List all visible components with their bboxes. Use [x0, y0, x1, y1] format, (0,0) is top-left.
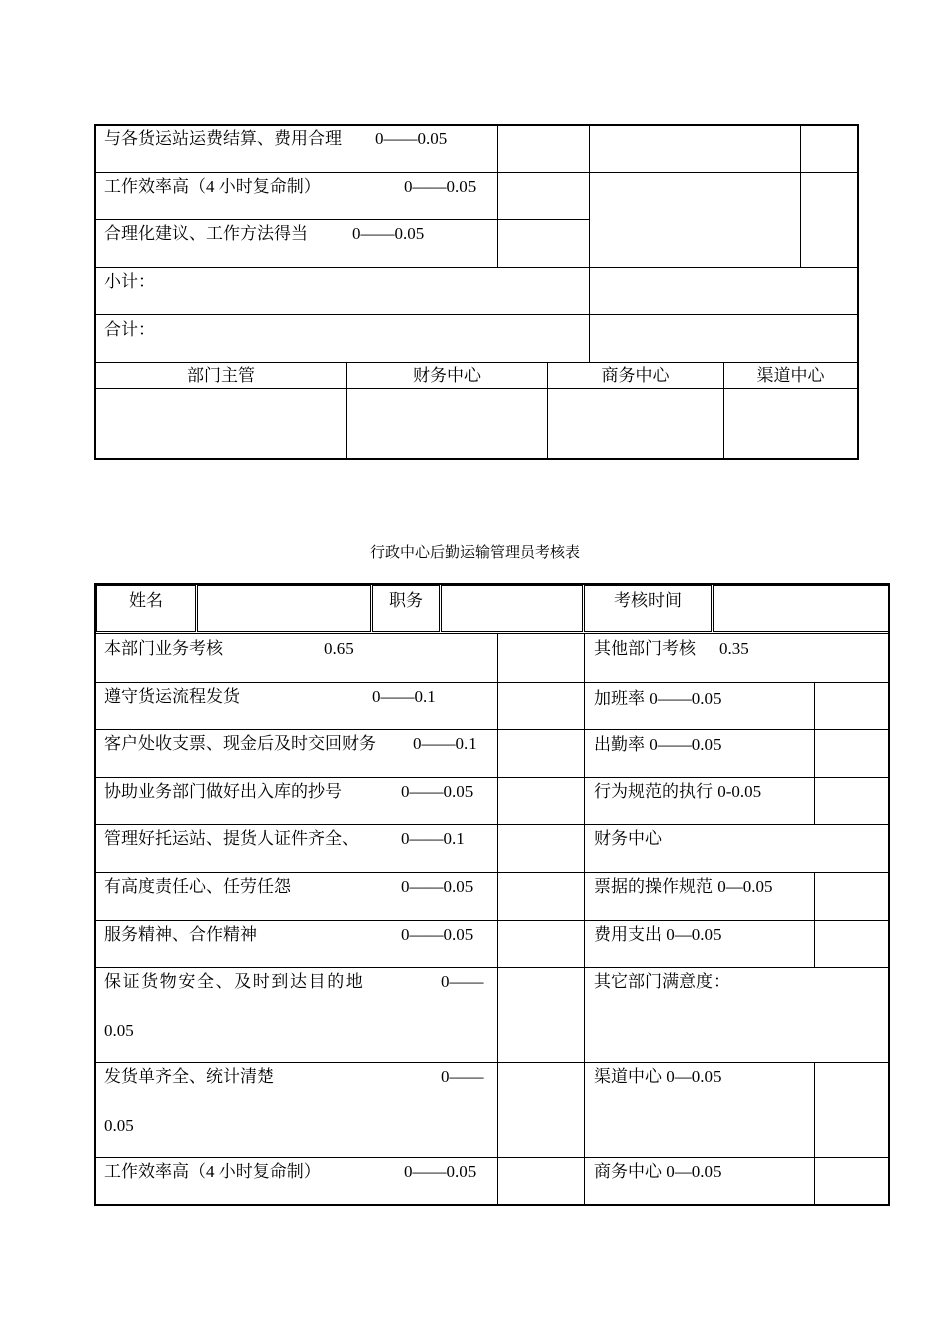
- criterion-label: 服务精神、合作精神: [104, 925, 257, 944]
- criterion-range: 0——0.05: [401, 877, 474, 896]
- criterion-label: 保证货物安全、及时到达目的地: [104, 972, 365, 991]
- sign-header-dept-manager: 部门主管: [187, 366, 255, 385]
- total-label: 合计：: [104, 320, 155, 339]
- other-criterion-label: 票据的操作规范 0—0.05: [594, 877, 773, 896]
- signature-cell-dept-manager[interactable]: [97, 390, 345, 458]
- criterion-range: 0——0.05: [404, 1162, 477, 1181]
- other-criterion-label: 出勤率 0——0.05: [594, 735, 722, 754]
- position-label: 职务: [389, 591, 423, 610]
- other-dept-section-weight: 0.35: [719, 639, 749, 658]
- time-input-cell[interactable]: [713, 585, 889, 632]
- sign-header-channel: 渠道中心: [756, 366, 825, 385]
- criterion-range: 0——: [441, 1067, 484, 1086]
- score-cell[interactable]: [498, 825, 584, 872]
- criterion-label: 客户处收支票、现金后及时交回财务: [104, 734, 376, 753]
- score-cell[interactable]: [498, 778, 584, 824]
- other-dept-satisfaction-label: 其它部门满意度：: [594, 972, 730, 991]
- position-input-cell[interactable]: [441, 585, 583, 632]
- criterion-range-continued: 0.05: [104, 1021, 134, 1040]
- criterion-range: 0——0.1: [401, 829, 465, 848]
- name-label: 姓名: [129, 591, 163, 610]
- score-cell[interactable]: [498, 1063, 584, 1157]
- finance-center-label: 财务中心: [594, 829, 662, 848]
- sign-header-business: 商务中心: [601, 366, 670, 385]
- signature-cell-finance[interactable]: [348, 390, 546, 458]
- score-cell[interactable]: [498, 730, 584, 777]
- sign-header-finance: 财务中心: [413, 366, 481, 385]
- criterion-label: 管理好托运站、提货人证件齐全、: [104, 829, 359, 848]
- criterion-range-continued: 0.05: [104, 1116, 134, 1135]
- criterion-range: 0——: [441, 972, 484, 991]
- score-cell[interactable]: [498, 683, 584, 729]
- score-cell[interactable]: [498, 873, 584, 920]
- criterion-label: 合理化建议、工作方法得当: [104, 224, 308, 243]
- score-cell[interactable]: [815, 1158, 889, 1204]
- other-criterion-label: 费用支出 0—0.05: [594, 925, 722, 944]
- criterion-label: 与各货运站运费结算、费用合理: [104, 129, 342, 148]
- score-cell[interactable]: [498, 921, 584, 967]
- criterion-label: 工作效率高（4 小时复命制）: [104, 1162, 321, 1181]
- criterion-range: 0——0.05: [401, 925, 474, 944]
- subtotal-label: 小计：: [104, 272, 155, 291]
- score-cell[interactable]: [815, 683, 889, 729]
- other-criterion-label: 加班率 0——0.05: [594, 689, 722, 708]
- criterion-range: 0——0.1: [413, 734, 477, 753]
- other-criterion-label: 行为规范的执行 0-0.05: [594, 782, 762, 801]
- time-label: 考核时间: [614, 591, 682, 610]
- criterion-range: 0——0.05: [375, 129, 448, 148]
- criterion-label: 协助业务部门做好出入库的抄号: [104, 782, 342, 801]
- own-dept-section-weight: 0.65: [324, 639, 354, 658]
- score-cell[interactable]: [498, 968, 584, 1062]
- signature-cell-business[interactable]: [549, 390, 722, 458]
- name-input-cell[interactable]: [197, 585, 371, 632]
- criterion-range: 0——0.05: [352, 224, 425, 243]
- criterion-label: 遵守货运流程发货: [104, 687, 240, 706]
- score-cell[interactable]: [815, 921, 889, 967]
- score-cell[interactable]: [498, 1158, 584, 1204]
- other-criterion-label: 渠道中心 0—0.05: [594, 1067, 722, 1086]
- score-cell[interactable]: [815, 1063, 889, 1157]
- criterion-range: 0——0.1: [372, 687, 436, 706]
- criterion-label: 发货单齐全、统计清楚: [104, 1067, 274, 1086]
- score-cell[interactable]: [815, 873, 889, 920]
- criterion-range: 0——0.05: [401, 782, 474, 801]
- score-cell[interactable]: [815, 778, 889, 824]
- form-title: 行政中心后勤运输管理员考核表: [369, 545, 580, 561]
- criterion-label: 有高度责任心、任劳任怨: [104, 877, 291, 896]
- other-dept-section-label: 其他部门考核: [594, 639, 696, 658]
- criterion-label: 工作效率高（4 小时复命制）: [104, 177, 321, 196]
- signature-cell-channel[interactable]: [725, 390, 856, 458]
- other-criterion-label: 商务中心 0—0.05: [594, 1162, 722, 1181]
- own-dept-section-label: 本部门业务考核: [104, 639, 223, 658]
- criterion-range: 0——0.05: [404, 177, 477, 196]
- score-cell[interactable]: [815, 730, 889, 777]
